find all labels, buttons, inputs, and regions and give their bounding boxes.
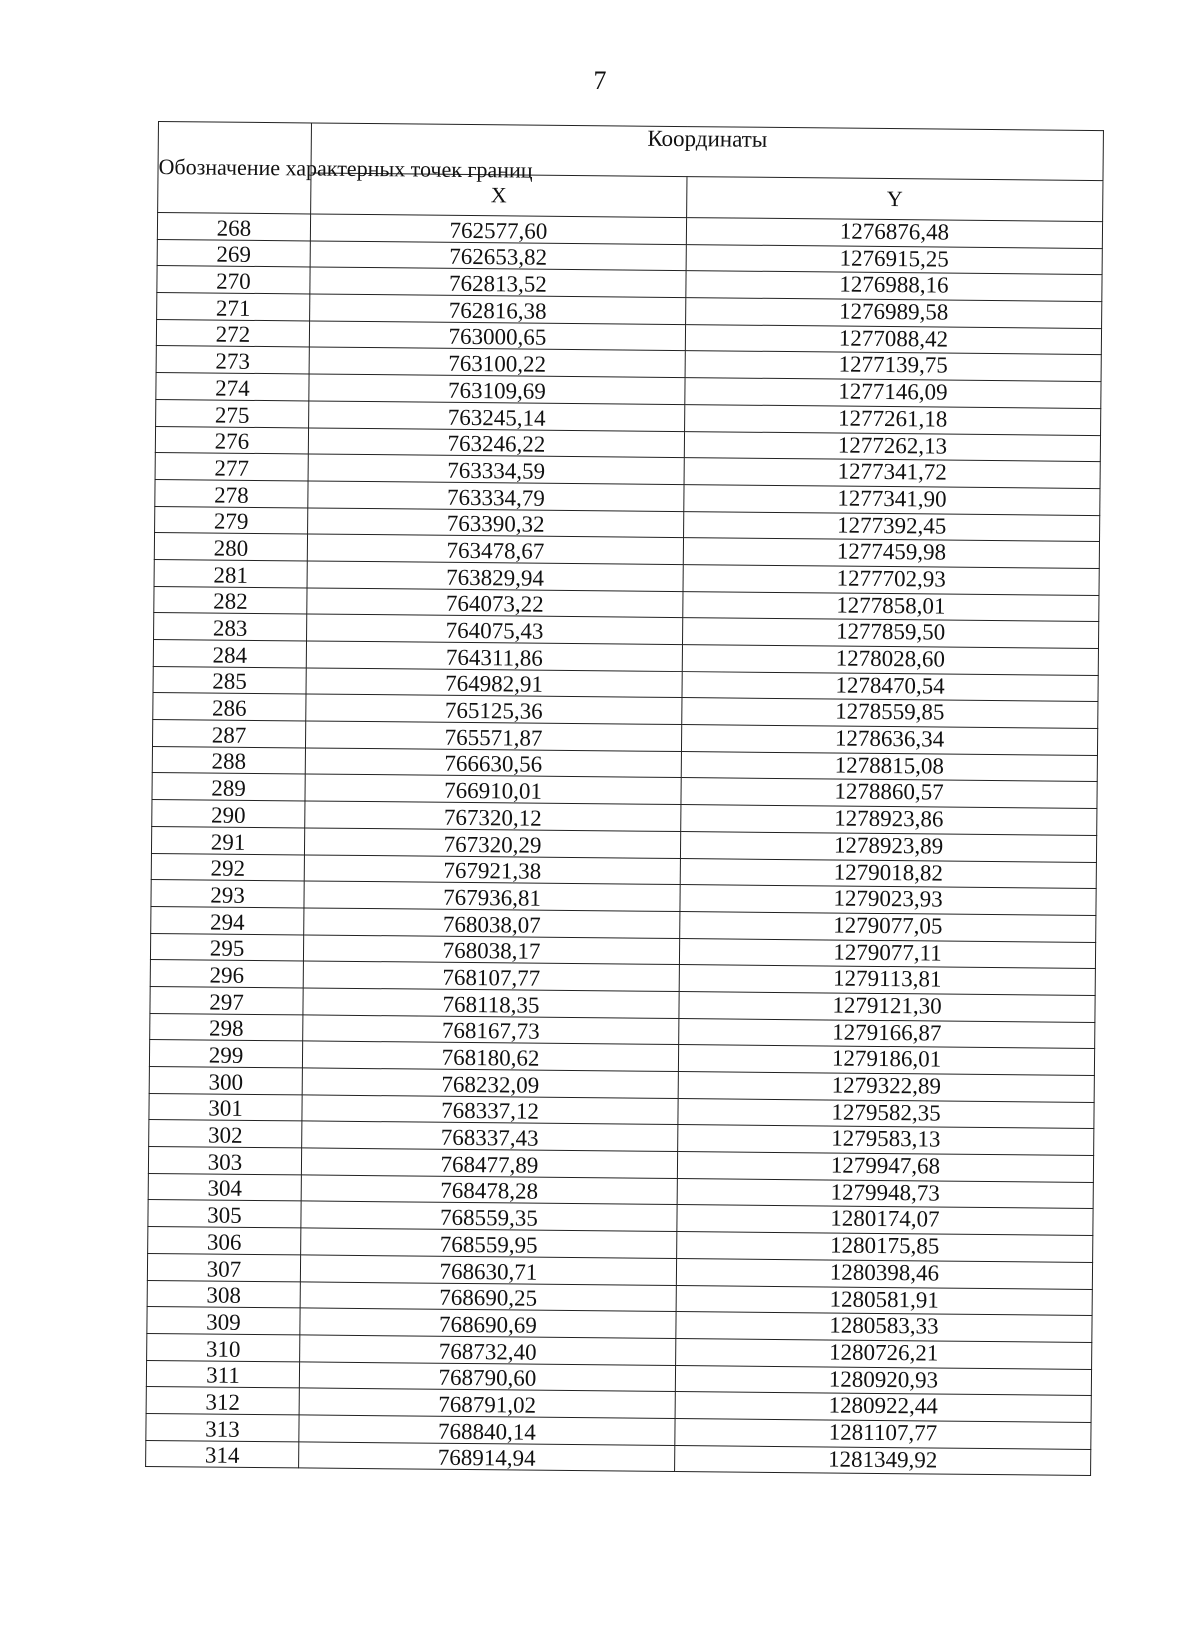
point-number-cell: 291 — [151, 826, 304, 854]
x-coordinate-cell: 764982,91 — [306, 668, 682, 698]
y-coordinate-cell: 1279582,35 — [678, 1098, 1094, 1129]
x-coordinate-cell: 768337,43 — [302, 1121, 678, 1151]
x-coordinate-cell: 767921,38 — [304, 854, 680, 884]
point-number-cell: 313 — [146, 1413, 299, 1441]
y-coordinate-cell: 1279121,30 — [679, 991, 1095, 1022]
x-coordinate-cell: 766630,56 — [305, 748, 681, 778]
y-coordinate-cell: 1277858,01 — [683, 591, 1099, 622]
x-coordinate-cell: 768038,17 — [303, 934, 679, 964]
coordinates-table-body — [146, 213, 1103, 1476]
coordinates-table — [145, 121, 1104, 1476]
y-coordinate-cell: 1276915,25 — [686, 244, 1102, 275]
y-coordinate-cell: 1279077,11 — [679, 938, 1095, 969]
point-number-cell: 293 — [151, 880, 304, 908]
x-coordinate-cell: 768107,77 — [303, 961, 679, 991]
y-coordinate-cell: 1278470,54 — [682, 671, 1098, 702]
coordinates-sheet — [145, 121, 1103, 1476]
y-coordinate-cell: 1279948,73 — [677, 1178, 1093, 1209]
y-coordinate-cell: 1277261,18 — [685, 404, 1101, 435]
x-coordinate-cell: 765125,36 — [306, 694, 682, 724]
point-number-cell: 280 — [154, 533, 307, 561]
point-number-cell: 311 — [146, 1360, 299, 1388]
point-number-cell: 295 — [150, 933, 303, 961]
point-number-cell: 282 — [154, 586, 307, 614]
point-number-cell: 274 — [156, 373, 309, 401]
x-coordinate-cell: 763246,22 — [308, 427, 684, 457]
x-coordinate-cell: 762577,60 — [310, 214, 686, 244]
point-number-cell: 270 — [157, 266, 310, 294]
y-coordinate-cell: 1277859,50 — [682, 618, 1098, 649]
y-coordinate-cell: 1280174,07 — [677, 1205, 1093, 1236]
x-coordinate-cell: 768337,12 — [302, 1095, 678, 1125]
x-coordinate-cell: 768118,35 — [303, 988, 679, 1018]
coordinates-header: Координаты — [311, 123, 1103, 180]
x-coordinate-cell: 763334,59 — [308, 454, 684, 484]
point-number-cell: 288 — [152, 746, 305, 774]
x-coordinate-cell: 768914,94 — [299, 1442, 675, 1472]
y-coordinate-cell: 1277392,45 — [684, 511, 1100, 542]
y-coordinate-cell: 1280726,21 — [676, 1338, 1092, 1369]
y-coordinate-cell: 1280922,44 — [675, 1392, 1091, 1423]
y-coordinate-cell: 1278559,85 — [682, 698, 1098, 729]
y-coordinate-cell: 1278815,08 — [681, 751, 1097, 782]
y-coordinate-cell: 1279018,82 — [680, 858, 1096, 889]
x-coordinate-cell: 768630,71 — [300, 1255, 676, 1285]
y-column-header: Y — [687, 176, 1103, 221]
y-coordinate-cell: 1280920,93 — [675, 1365, 1091, 1396]
y-coordinate-cell: 1280175,85 — [677, 1232, 1093, 1263]
x-coordinate-cell: 768038,07 — [304, 908, 680, 938]
y-coordinate-cell: 1278860,57 — [681, 778, 1097, 809]
x-column-header: X — [311, 173, 687, 218]
y-coordinate-cell: 1279186,01 — [678, 1045, 1094, 1076]
point-number-cell: 287 — [152, 720, 305, 748]
x-coordinate-cell: 762813,52 — [310, 267, 686, 297]
point-number-cell: 300 — [149, 1066, 302, 1094]
point-number-cell: 268 — [157, 213, 310, 241]
x-coordinate-cell: 768167,73 — [303, 1015, 679, 1045]
y-coordinate-cell: 1278028,60 — [682, 645, 1098, 676]
point-number-cell: 306 — [148, 1227, 301, 1255]
x-coordinate-cell: 763829,94 — [307, 561, 683, 591]
x-coordinate-cell: 768559,35 — [301, 1201, 677, 1231]
point-number-cell: 275 — [156, 399, 309, 427]
x-coordinate-cell: 763390,32 — [308, 508, 684, 538]
x-coordinate-cell: 763478,67 — [307, 534, 683, 564]
point-number-cell: 310 — [147, 1333, 300, 1361]
x-coordinate-cell: 768180,62 — [302, 1041, 678, 1071]
point-number-cell: 302 — [149, 1120, 302, 1148]
point-number-cell: 276 — [155, 426, 308, 454]
x-coordinate-cell: 768690,69 — [300, 1308, 676, 1338]
x-coordinate-cell: 768732,40 — [300, 1335, 676, 1365]
y-coordinate-cell: 1280583,33 — [676, 1312, 1092, 1343]
x-coordinate-cell: 762816,38 — [310, 294, 686, 324]
x-coordinate-cell: 763100,22 — [309, 347, 685, 377]
point-number-cell: 305 — [148, 1200, 301, 1228]
x-coordinate-cell: 768477,89 — [301, 1148, 677, 1178]
point-number-cell: 309 — [147, 1307, 300, 1335]
x-coordinate-cell: 768840,14 — [299, 1415, 675, 1445]
point-number-cell: 307 — [147, 1253, 300, 1281]
x-coordinate-cell: 768690,25 — [300, 1281, 676, 1311]
y-coordinate-cell: 1278923,86 — [681, 805, 1097, 836]
x-coordinate-cell: 767320,29 — [304, 828, 680, 858]
y-coordinate-cell: 1277341,72 — [684, 458, 1100, 489]
point-number-cell: 284 — [153, 639, 306, 667]
x-coordinate-cell: 767320,12 — [305, 801, 681, 831]
x-coordinate-cell: 767936,81 — [304, 881, 680, 911]
point-number-cell: 286 — [153, 693, 306, 721]
x-coordinate-cell: 764075,43 — [307, 614, 683, 644]
point-number-cell: 296 — [150, 960, 303, 988]
y-coordinate-cell: 1280398,46 — [676, 1258, 1092, 1289]
y-coordinate-cell: 1277088,42 — [685, 324, 1101, 355]
y-coordinate-cell: 1281349,92 — [675, 1445, 1091, 1476]
point-number-cell: 281 — [154, 559, 307, 587]
y-coordinate-cell: 1279947,68 — [677, 1152, 1093, 1183]
y-coordinate-cell: 1279322,89 — [678, 1072, 1094, 1103]
y-coordinate-cell: 1276989,58 — [686, 298, 1102, 329]
point-number-cell: 299 — [149, 1040, 302, 1068]
y-coordinate-cell: 1279166,87 — [679, 1018, 1095, 1049]
point-number-cell: 304 — [148, 1173, 301, 1201]
x-coordinate-cell: 766910,01 — [305, 774, 681, 804]
point-number-cell: 273 — [156, 346, 309, 374]
x-coordinate-cell: 764073,22 — [307, 588, 683, 618]
y-coordinate-cell: 1278636,34 — [681, 725, 1097, 756]
y-coordinate-cell: 1277341,90 — [684, 484, 1100, 515]
x-coordinate-cell: 768559,95 — [301, 1228, 677, 1258]
y-coordinate-cell: 1279077,05 — [680, 911, 1096, 942]
point-number-cell: 272 — [156, 319, 309, 347]
point-number-cell: 297 — [150, 986, 303, 1014]
x-coordinate-cell: 763109,69 — [309, 374, 685, 404]
y-coordinate-cell: 1279113,81 — [679, 965, 1095, 996]
point-number-cell: 285 — [153, 666, 306, 694]
point-number-cell: 279 — [155, 506, 308, 534]
point-number-cell: 289 — [152, 773, 305, 801]
y-coordinate-cell: 1281107,77 — [675, 1418, 1091, 1449]
point-number-cell: 294 — [151, 906, 304, 934]
y-coordinate-cell: 1279023,93 — [680, 885, 1096, 916]
y-coordinate-cell: 1280581,91 — [676, 1285, 1092, 1316]
point-number-cell: 303 — [148, 1147, 301, 1175]
y-coordinate-cell: 1277702,93 — [683, 565, 1099, 596]
y-coordinate-cell: 1278923,89 — [680, 831, 1096, 862]
point-number-cell: 314 — [146, 1440, 299, 1468]
y-coordinate-cell: 1277139,75 — [685, 351, 1101, 382]
x-coordinate-cell: 768478,28 — [301, 1175, 677, 1205]
x-coordinate-cell: 764311,86 — [306, 641, 682, 671]
point-number-cell: 271 — [157, 293, 310, 321]
point-designation-header: Обозначение характерных точек границ — [158, 122, 312, 214]
y-coordinate-cell: 1276988,16 — [686, 271, 1102, 302]
x-coordinate-cell: 768232,09 — [302, 1068, 678, 1098]
point-number-cell: 269 — [157, 239, 310, 267]
point-number-cell: 292 — [151, 853, 304, 881]
point-number-cell: 277 — [155, 453, 308, 481]
point-number-cell: 298 — [150, 1013, 303, 1041]
point-number-cell: 290 — [152, 800, 305, 828]
page-number: 7 — [593, 66, 607, 95]
point-number-cell: 308 — [147, 1280, 300, 1308]
x-coordinate-cell: 768791,02 — [299, 1388, 675, 1418]
point-number-cell: 283 — [154, 613, 307, 641]
x-coordinate-cell: 763000,65 — [309, 321, 685, 351]
point-number-cell: 301 — [149, 1093, 302, 1121]
y-coordinate-cell: 1277146,09 — [685, 378, 1101, 409]
point-number-cell: 312 — [146, 1387, 299, 1415]
y-coordinate-cell: 1279583,13 — [678, 1125, 1094, 1156]
y-coordinate-cell: 1277459,98 — [683, 538, 1099, 569]
x-coordinate-cell: 765571,87 — [305, 721, 681, 751]
y-coordinate-cell: 1276876,48 — [686, 218, 1102, 249]
x-coordinate-cell: 763334,79 — [308, 481, 684, 511]
y-coordinate-cell: 1277262,13 — [684, 431, 1100, 462]
x-coordinate-cell: 762653,82 — [310, 241, 686, 271]
x-coordinate-cell: 763245,14 — [309, 401, 685, 431]
x-coordinate-cell: 768790,60 — [299, 1361, 675, 1391]
point-number-cell: 278 — [155, 479, 308, 507]
